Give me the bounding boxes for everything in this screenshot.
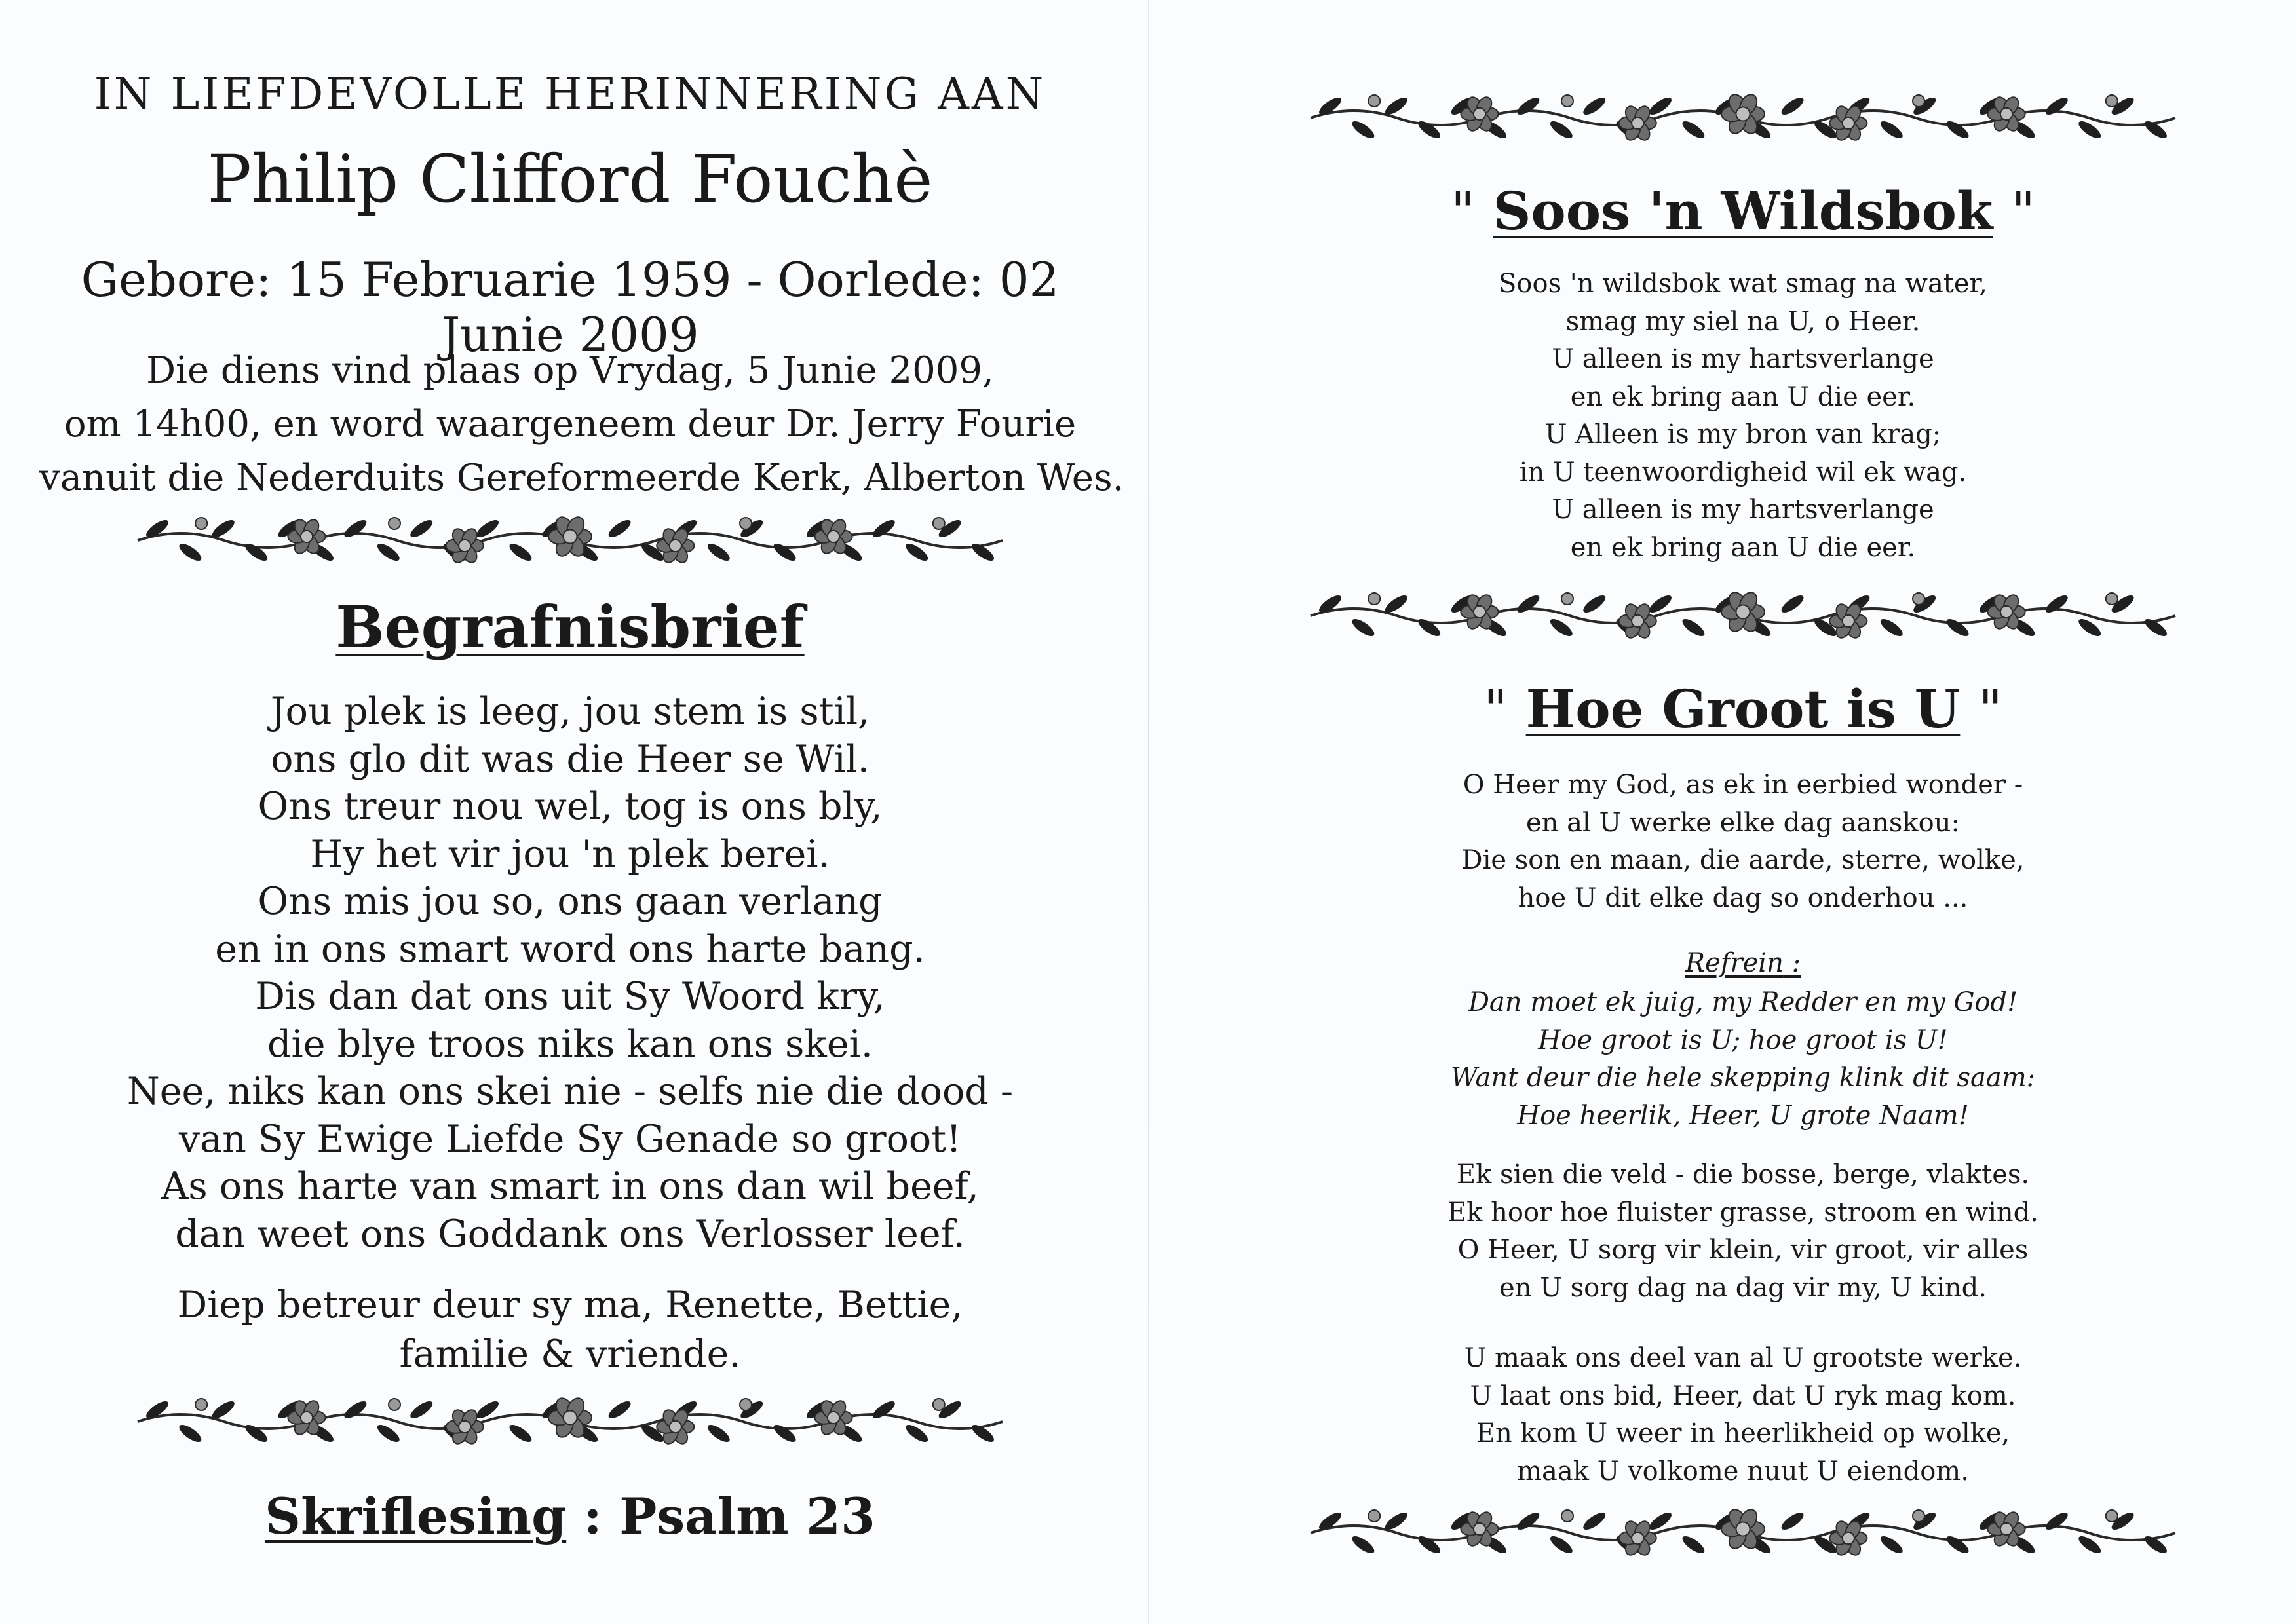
service-details <box>39 344 1124 505</box>
poem-line: Hy het vir jou 'n plek berei. <box>310 832 830 876</box>
floral-vine-icon <box>1304 1494 2182 1572</box>
center-fold <box>1148 0 1149 1624</box>
mourners-note <box>39 1281 1101 1379</box>
service-line: Die diens vind plaas op Vrydag, 5 Junie 2009, <box>146 349 994 392</box>
hymn-line: maak U volkome nuut U eiendom. <box>1517 1456 1969 1486</box>
floral-divider-ornament <box>1304 576 2182 655</box>
reading-label: Skriflesing <box>265 1487 567 1545</box>
scripture-reading <box>39 1487 1101 1545</box>
hymn-line: O Heer, U sorg vir klein, vir groot, vir alles <box>1457 1235 2029 1265</box>
hymn-line: smag my siel na U, o Heer. <box>1565 306 1921 337</box>
service-line: om 14h00, en word waargeneem deur Dr. Jerry Fourie <box>64 403 1077 445</box>
refrain <box>1232 984 2254 1135</box>
floral-divider-ornament <box>1304 79 2182 157</box>
hymn-line: Ek sien die veld - die bosse, berge, vlaktes. <box>1456 1160 2030 1190</box>
hymn-line: U laat ons bid, Heer, dat U ryk mag kom. <box>1470 1380 2016 1411</box>
hymn-line: U alleen is my hartsverlange <box>1552 344 1934 374</box>
hymn-line: Ek hoor hoe fluister grasse, stroom en wind. <box>1447 1197 2038 1228</box>
hymn-line: U maak ons deel van al U grootste werke. <box>1464 1343 2022 1373</box>
poem-line: dan weet ons Goddank ons Verlosser leef. <box>175 1212 965 1256</box>
mourners-line: familie & vriende. <box>399 1332 741 1376</box>
hymn-title: " Soos 'n Wildsbok " <box>1450 180 2036 242</box>
hymn-title-text: Soos 'n Wildsbok <box>1493 180 1993 242</box>
floral-vine-icon <box>131 501 1009 580</box>
poem-line: Ons treur nou wel, tog is ons bly, <box>258 785 883 828</box>
poem-line: ons glo dit was die Heer se Wil. <box>271 737 870 781</box>
poem-line: die blye troos niks kan ons skei. <box>267 1022 873 1066</box>
poem-line: en in ons smart word ons harte bang. <box>215 927 925 971</box>
hymn-line: Hoe heerlik, Heer, U grote Naam! <box>1517 1100 1969 1131</box>
poem-line: van Sy Ewige Liefde Sy Genade so groot! <box>178 1117 962 1161</box>
hymn-line: hoe U dit elke dag so onderhou ... <box>1518 882 1968 913</box>
hymn-line: Hoe groot is U; hoe groot is U! <box>1538 1025 1948 1055</box>
floral-vine-icon <box>1304 576 2182 655</box>
floral-vine-icon <box>131 1382 1009 1461</box>
poem-line: Nee, niks kan ons skei nie - selfs nie die dood - <box>126 1070 1014 1113</box>
mourners-line: Diep betreur deur sy ma, Renette, Bettie, <box>177 1283 963 1327</box>
hymn-line: Dan moet ek juig, my Redder en my God! <box>1468 987 2018 1017</box>
hymn-line: Soos 'n wildsbok wat smag na water, <box>1499 269 1987 299</box>
hymn-line: Want deur die hele skepping klink dit saam: <box>1450 1063 2036 1093</box>
refrain-label: Refrein : <box>1685 948 1801 978</box>
floral-divider-ornament <box>131 1382 1009 1461</box>
funeral-letter-poem <box>39 688 1101 1258</box>
poem-line: Ons mis jou so, ons gaan verlang <box>258 880 883 923</box>
hymn-line: Die son en maan, die aarde, sterre, wolke, <box>1461 845 2025 875</box>
reading-reference: : Psalm 23 <box>566 1487 875 1545</box>
poem-line: Dis dan dat ons uit Sy Woord kry, <box>255 975 885 1018</box>
hymn-line: U alleen is my hartsverlange <box>1552 495 1934 525</box>
hymn-verse <box>1232 1340 2254 1490</box>
hymn-verse <box>1232 265 2254 567</box>
hymn-title: " Hoe Groot is U " <box>1483 678 2003 740</box>
hymn-line: O Heer my God, as ek in eerbied wonder - <box>1463 770 2023 800</box>
hymn-line: U Alleen is my bron van krag; <box>1544 419 1942 449</box>
floral-vine-icon <box>1304 79 2182 157</box>
hymn-line: en ek bring aan U die eer. <box>1570 381 1916 412</box>
poem-line: As ons harte van smart in ons dan wil beef, <box>161 1165 979 1208</box>
deceased-name: Philip Clifford Fouchè <box>207 141 933 217</box>
letter-heading: Begrafnisbrief <box>335 593 805 661</box>
poem-line: Jou plek is leeg, jou stem is stil, <box>270 690 870 733</box>
hymn-verse <box>1232 766 2254 917</box>
floral-divider-ornament <box>131 501 1009 580</box>
service-line: vanuit die Nederduits Gereformeerde Kerk, Alberton Wes. <box>39 457 1124 499</box>
hymn-line: en U sorg dag na dag vir my, U kind. <box>1499 1272 1987 1303</box>
hymn-verse <box>1232 1156 2254 1307</box>
hymn-line: en al U werke elke dag aanskou: <box>1526 807 1960 838</box>
life-dates: Gebore: 15 Februarie 1959 - Oorlede: 02 Junie 2009 <box>81 252 1060 362</box>
hymn-title-text: Hoe Groot is U <box>1525 678 1961 740</box>
hymn-line: in U teenwoordigheid wil ek wag. <box>1519 457 1967 487</box>
hymn-line: En kom U weer in heerlikheid op wolke, <box>1476 1418 2010 1448</box>
right-page <box>1232 0 2254 1624</box>
hymn-line: en ek bring aan U die eer. <box>1570 532 1916 563</box>
floral-divider-ornament <box>1304 1494 2182 1572</box>
left-page <box>39 0 1124 1624</box>
intro-line: IN LIEFDEVOLLE HERINNERING AAN <box>94 69 1046 119</box>
